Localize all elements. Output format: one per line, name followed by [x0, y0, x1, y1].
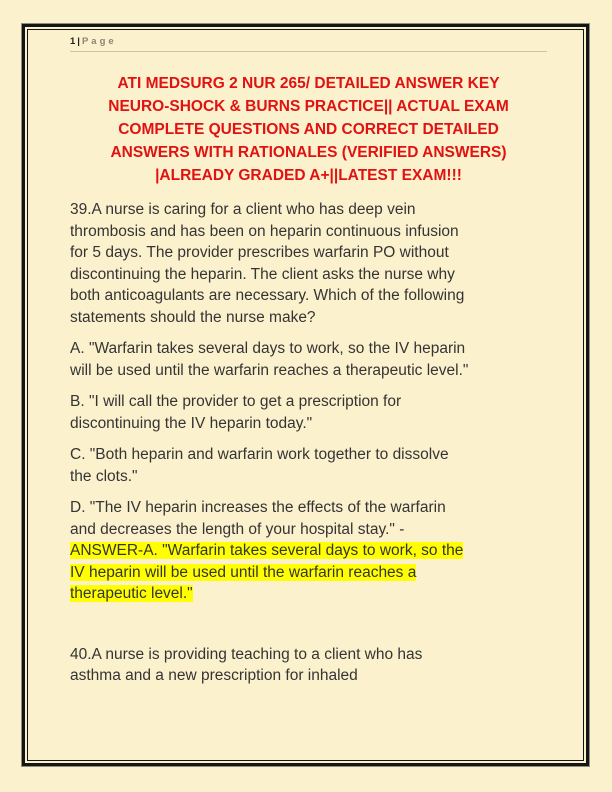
answer-highlight-line: IV heparin will be used until the warfarin reaches a: [70, 563, 417, 581]
page-border-thin-line: [27, 29, 584, 761]
paragraph-line: C. "Both heparin and warfarin work together to dissolve: [70, 446, 449, 463]
paragraph-line: discontinuing the IV heparin today.": [70, 414, 313, 432]
paragraph-line: the clots.": [70, 467, 138, 485]
title-line: NEURO-SHOCK & BURNS PRACTICE|| ACTUAL EXAM: [108, 98, 509, 115]
option-d-with-answer: [70, 497, 547, 605]
paragraph-line: 39.A nurse is caring for a client who has deep vein: [70, 201, 416, 218]
answer-highlight-line: therapeutic level.": [70, 585, 193, 602]
option-b: [70, 391, 547, 434]
paragraph-line: statements should the nurse make?: [70, 308, 316, 326]
paragraph-line: B. "I will call the provider to get a prescription for: [70, 393, 402, 410]
title-line: ATI MEDSURG 2 NUR 265/ DETAILED ANSWER KEY: [117, 75, 500, 92]
page-border-thick-line: [22, 24, 589, 766]
page-number: 1: [70, 36, 76, 47]
header-divider: |: [77, 36, 80, 47]
option-c: [70, 444, 547, 487]
paragraph-line: both anticoagulants are necessary. Which of the following: [70, 287, 465, 304]
paragraph-line: A. "Warfarin takes several days to work, so the IV heparin: [70, 340, 466, 357]
paragraph-line: for 5 days. The provider prescribes warfarin PO without: [70, 244, 449, 261]
paragraph-line: 40.A nurse is providing teaching to a client who has: [70, 645, 423, 663]
title-line: ANSWERS WITH RATIONALES (VERIFIED ANSWERS): [110, 144, 507, 161]
option-a: [70, 338, 547, 381]
question-39: [70, 199, 547, 328]
paragraph-line: asthma and a new prescription for inhaled: [70, 667, 358, 684]
title-line: COMPLETE QUESTIONS AND CORRECT DETAILED: [118, 121, 499, 138]
header-page-label: Page: [81, 36, 117, 47]
page-header: [70, 36, 547, 52]
document-title: [70, 72, 547, 187]
page-content: [28, 30, 583, 760]
document-body: [70, 199, 547, 687]
question-40: [70, 644, 547, 687]
paragraph-line: will be used until the warfarin reaches a therapeutic level.": [70, 361, 469, 379]
paragraph-line: D. "The IV heparin increases the effects of the warfarin: [70, 499, 446, 516]
answer-highlight-line: ANSWER-A. "Warfarin takes several days to work, so the: [70, 542, 464, 559]
paragraph-line: and decreases the length of your hospital stay." -: [70, 520, 405, 538]
title-line: |ALREADY GRADED A+||LATEST EXAM!!!: [155, 167, 462, 184]
paragraph-line: thrombosis and has been on heparin continuous infusion: [70, 222, 459, 240]
paragraph-line: discontinuing the heparin. The client asks the nurse why: [70, 265, 455, 283]
page-border-frame: [21, 23, 590, 767]
